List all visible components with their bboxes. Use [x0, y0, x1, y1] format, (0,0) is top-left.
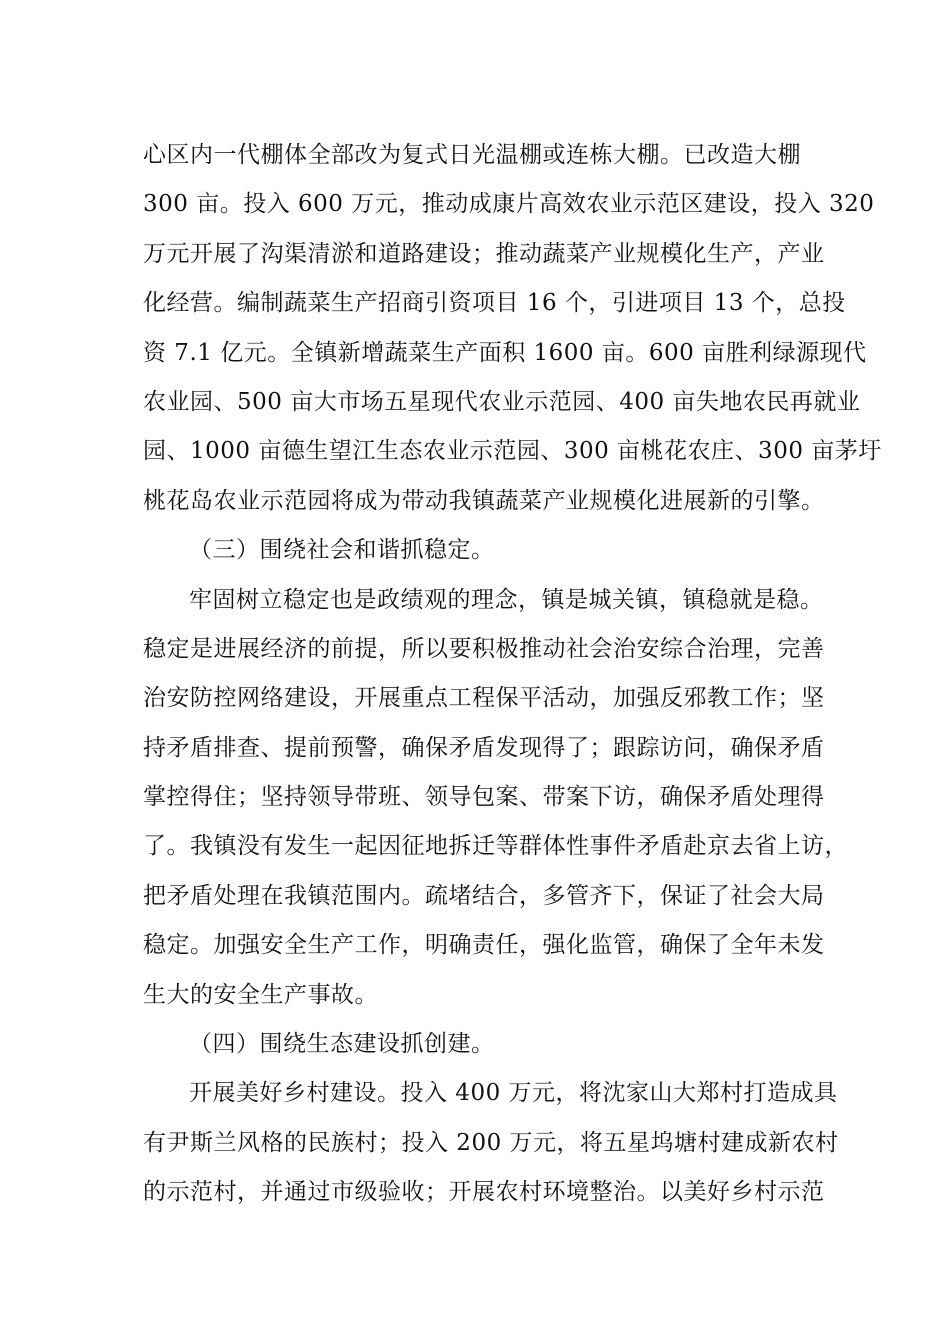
section-heading: （三）围绕社会和谐抓稳定。: [189, 537, 495, 564]
paragraph-line: 资 7.1 亿元。全镇新增蔬菜生产面积 1600 亩。600 亩胜利绿源现代: [143, 339, 867, 366]
paragraph-line: 了。我镇没有发生一起因征地拆迁等群体性事件矛盾赴京去省上访，: [143, 833, 848, 860]
paragraph-line: 把矛盾处理在我镇范围内。疏堵结合，多管齐下，保证了社会大局: [143, 882, 825, 909]
paragraph-line: 有尹斯兰风格的民族村；投入 200 万元，将五星坞塘村建成新农村: [143, 1129, 839, 1156]
paragraph-line: 牢固树立稳定也是政绩观的理念，镇是城关镇，镇稳就是稳。: [189, 586, 824, 613]
paragraph-line: 园、1000 亩德生望江生态农业示范园、300 亩桃花农庄、300 亩茅圩: [143, 438, 882, 465]
paragraph-line: 治安防控网络建设，开展重点工程保平活动，加强反邪教工作；坚: [143, 685, 825, 712]
paragraph-line: 开展美好乡村建设。投入 400 万元，将沈家山大郑村打造成具: [189, 1080, 838, 1107]
paragraph-line: 稳定。加强安全生产工作，明确责任，强化监管，确保了全年未发: [143, 932, 825, 959]
paragraph-line: 稳定是进展经济的前提，所以要积极推动社会治安综合治理，完善: [143, 635, 825, 662]
document-body: [143, 131, 882, 1218]
paragraph-line: 化经营。编制蔬菜生产招商引资项目 16 个，引进项目 13 个，总投: [143, 290, 846, 317]
paragraph-line: 桃花岛农业示范园将成为带动我镇蔬菜产业规模化进展新的引擎。: [143, 487, 825, 514]
paragraph-line: 持矛盾排查、提前预警，确保矛盾发现得了；跟踪访问，确保矛盾: [143, 734, 825, 761]
paragraph-line: 心区内一代棚体全部改为复式日光温棚或连栋大棚。已改造大棚: [143, 142, 801, 168]
paragraph-line: 掌控得住；坚持领导带班、领导包案、带案下访，确保矛盾处理得: [143, 784, 825, 811]
paragraph-line: 农业园、500 亩大市场五星现代农业示范园、400 亩失地农民再就业: [143, 388, 861, 415]
section-heading: （四）围绕生态建设抓创建。: [189, 1031, 495, 1058]
paragraph-line: 的示范村，并通过市级验收；开展农村环境整治。以美好乡村示范: [143, 1179, 825, 1206]
paragraph-line: 生大的安全生产事故。: [143, 981, 378, 1008]
paragraph-line: 300 亩。投入 600 万元，推动成康片高效农业示范区建设，投入 320: [143, 191, 875, 218]
paragraph-line: 万元开展了沟渠清淤和道路建设；推动蔬菜产业规模化生产，产业: [143, 240, 825, 267]
